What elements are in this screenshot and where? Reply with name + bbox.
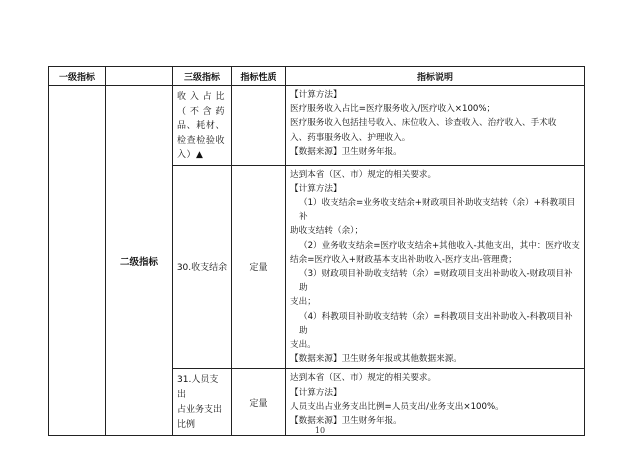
indicator-line: 30.收支结余 (176, 263, 228, 274)
indicator-line: 检查检验收 (177, 135, 225, 146)
description-line: （1）收支结余=业务收支结余+财政项目补助收支结转（余）+科教项目补 (299, 197, 576, 223)
description-line: 人员支出占业务支出比例=人员支出/业务支出×100%。 (290, 401, 504, 412)
nature-cell: 定量 (232, 165, 286, 369)
indicator-line: （不含药 (177, 106, 225, 117)
indicator-table (48, 66, 585, 436)
indicator-line: 品、耗材、 (177, 121, 225, 131)
description-line: 支出； (290, 297, 316, 308)
description-line: 入、药事服务收入、护理收入。 (290, 132, 411, 143)
indicator-line: 入）▲ (177, 150, 204, 160)
description-cell (286, 86, 585, 166)
indicator-line: 占业务支出 (177, 405, 223, 416)
table-header-row (49, 67, 585, 86)
header-description: 指标说明 (286, 67, 585, 86)
header-level2-blank (106, 67, 173, 86)
header-level3: 三级指标 (173, 67, 232, 86)
description-line: 【计算方法】 (290, 183, 342, 194)
indicator-line: 31.人员支出 (177, 375, 219, 401)
description-line: 【数据来源】卫生财务年报。 (290, 146, 402, 157)
description-line: 支出。 (290, 339, 316, 350)
header-level1: 一级指标 (49, 67, 106, 86)
indicator-line: 比例 (177, 420, 196, 431)
description-line: 达到本省（区、市）规定的相关要求。 (290, 373, 437, 384)
indicator-line: 收入占比 (177, 92, 225, 102)
description-line: 达到本省（区、市）规定的相关要求。 (290, 169, 437, 180)
description-line: 【数据来源】卫生财务年报。 (290, 415, 402, 426)
level2-cell: 二级指标 (106, 86, 173, 436)
description-line: 结余=医疗收入+财政基本支出补助收入-医疗支出-管理费； (290, 254, 517, 265)
indicator-cell (173, 86, 232, 166)
description-line: （3）财政项目补助收支结转（余）=财政项目支出补助收入-财政项目补助 (299, 268, 573, 294)
description-cell (286, 165, 585, 369)
nature-cell: 定量 (232, 369, 286, 436)
nature-cell (232, 86, 286, 166)
description-line: 【计算方法】 (290, 387, 342, 398)
description-line: 医疗服务收入占比=医疗服务收入/医疗收入×100%； (290, 104, 496, 115)
level1-cell (49, 86, 106, 436)
description-line: 助收支结转（余）； (290, 226, 364, 237)
description-line: 【计算方法】 (290, 90, 342, 100)
description-line: 医疗服务收入包括挂号收入、床位收入、诊查收入、治疗收入、手术收 (290, 118, 557, 129)
description-line: 【数据来源】卫生财务年报或其他数据来源。 (290, 354, 462, 365)
page-number: 10 (314, 426, 326, 435)
indicator-cell (173, 165, 232, 369)
description-line: （4）科教项目补助收支结转（余）=科教项目支出补助收入-科教项目补助 (299, 311, 573, 336)
table-row (49, 86, 585, 166)
description-line: （2）业务收支结余=医疗收支结余+其他收入-其他支出，其中：医疗收支 (299, 240, 580, 251)
header-nature: 指标性质 (232, 67, 286, 86)
